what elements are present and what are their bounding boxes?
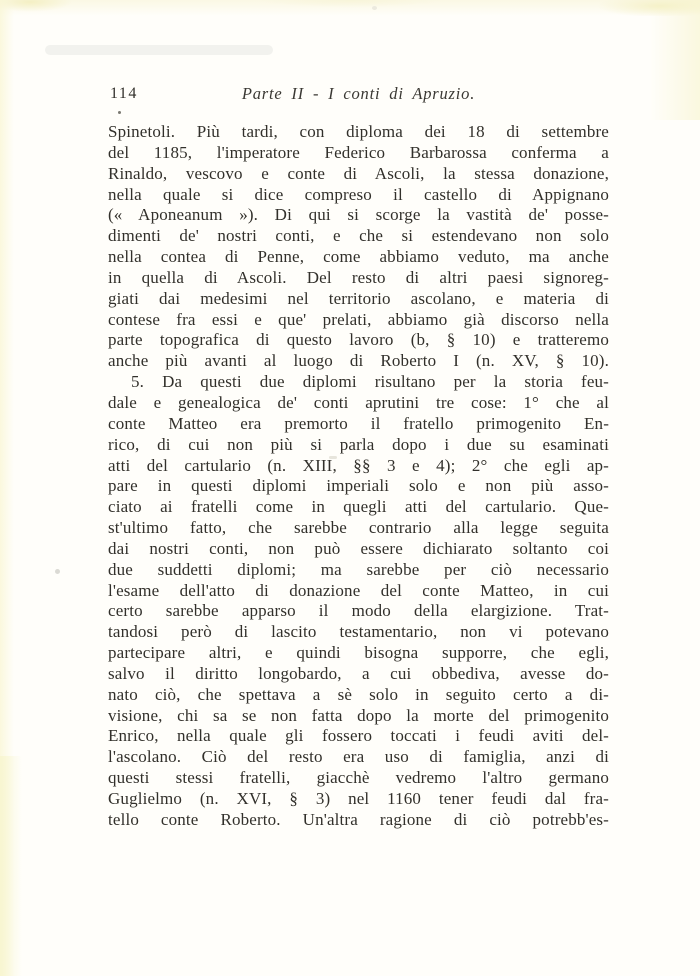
text-line: Enrico, nella quale gli fossero toccati i feudi aviti del- — [108, 726, 609, 746]
scan-artifact-streak — [45, 45, 273, 55]
text-line: rico, di cui non più si parla dopo i due su esaminati — [108, 434, 609, 454]
scan-edge-tint-left — [0, 0, 14, 976]
scan-edge-tint-left-bottom — [0, 756, 22, 976]
text-line: giati dai medesimi nel territorio ascolano, e materia di — [108, 288, 609, 308]
scan-edge-tint-right — [650, 0, 700, 120]
text-line: tandosi però di lascito testamentario, non vi potevano — [108, 622, 609, 642]
text-line: anche più avanti al luogo di Roberto I (n. XV, § 10). — [108, 351, 609, 371]
text-line: conte Matteo era premorto il fratello primogenito En- — [108, 413, 609, 433]
text-line: tello conte Roberto. Un'altra ragione di ciò potrebb'es- — [108, 809, 609, 829]
text-line: dai nostri conti, non può essere dichiarato soltanto coi — [108, 538, 609, 558]
text-line: del 1185, l'imperatore Federico Barbarossa conferma a — [108, 142, 609, 162]
text-line: pare in questi diplomi imperiali solo e non più asso- — [108, 476, 609, 496]
text-line: due suddetti diplomi; ma sarebbe per ciò necessario — [108, 559, 609, 579]
text-line: Rinaldo, vescovo e conte di Ascoli, la stessa donazione, — [108, 163, 609, 183]
scan-artifact-speck — [372, 6, 377, 10]
text-line: in quella di Ascoli. Del resto di altri paesi signoreg- — [108, 267, 609, 287]
text-line: contese fra essi e que' prelati, abbiamo già discorso nella — [108, 309, 609, 329]
text-line: dimenti de' nostri conti, e che si estendevano non solo — [108, 226, 609, 246]
page-number: 114 — [110, 85, 138, 102]
text-line: 5. Da questi due diplomi risultano per la storia feu- — [131, 372, 609, 392]
text-line: l'ascolano. Ciò del resto era uso di famiglia, anzi di — [108, 747, 609, 767]
scan-artifact-speck — [55, 569, 60, 574]
text-line: Guglielmo (n. XVI, § 3) nel 1160 tener feudi dal fra- — [108, 789, 609, 808]
text-line: atti del cartulario (n. XIII, §§ 3 e 4); 2° che egli ap- — [108, 455, 609, 475]
text-line: certo sarebbe apparso il modo della elargizione. Trat- — [108, 601, 609, 621]
page-header — [108, 84, 609, 106]
text-line: parte topografica di questo lavoro (b, § 10) e tratteremo — [108, 330, 609, 350]
scan-artifact-speck — [118, 111, 121, 114]
text-line: ciato ai fratelli come in quegli atti del cartulario. Que- — [108, 497, 609, 517]
text-line: Spinetoli. Più tardi, con diploma dei 18 di settembre — [108, 122, 609, 141]
text-line: partecipare altri, e quindi bisogna supporre, che egli, — [108, 643, 609, 663]
text-line: st'ultimo fatto, che sarebbe contrario alla legge seguita — [108, 518, 609, 538]
scan-edge-tint-top — [0, 0, 700, 16]
text-line: dale e genealogica de' conti aprutini tre cose: 1° che al — [108, 392, 609, 412]
text-line: l'esame dell'atto di donazione del conte Matteo, in cui — [108, 580, 609, 600]
text-line: nella contea di Penne, come abbiamo veduto, ma anche — [108, 247, 609, 267]
text-line: nella quale si dice compreso il castello di Appignano — [108, 184, 609, 204]
text-line: nato ciò, che spettava a sè solo in seguito certo a di- — [108, 684, 609, 704]
text-line: (« Aponeanum »). Di qui si scorge la vastità de' posse- — [108, 205, 609, 225]
text-line: questi stessi fratelli, giacchè vedremo l'altro germano — [108, 768, 609, 788]
running-title: Parte II - I conti di Apruzio. — [241, 84, 476, 103]
body-text — [108, 122, 609, 831]
text-line: salvo il diritto longobardo, a cui obbediva, avesse do- — [108, 663, 609, 683]
text-line: visione, chi sa se non fatta dopo la morte del primogenito — [108, 705, 609, 725]
